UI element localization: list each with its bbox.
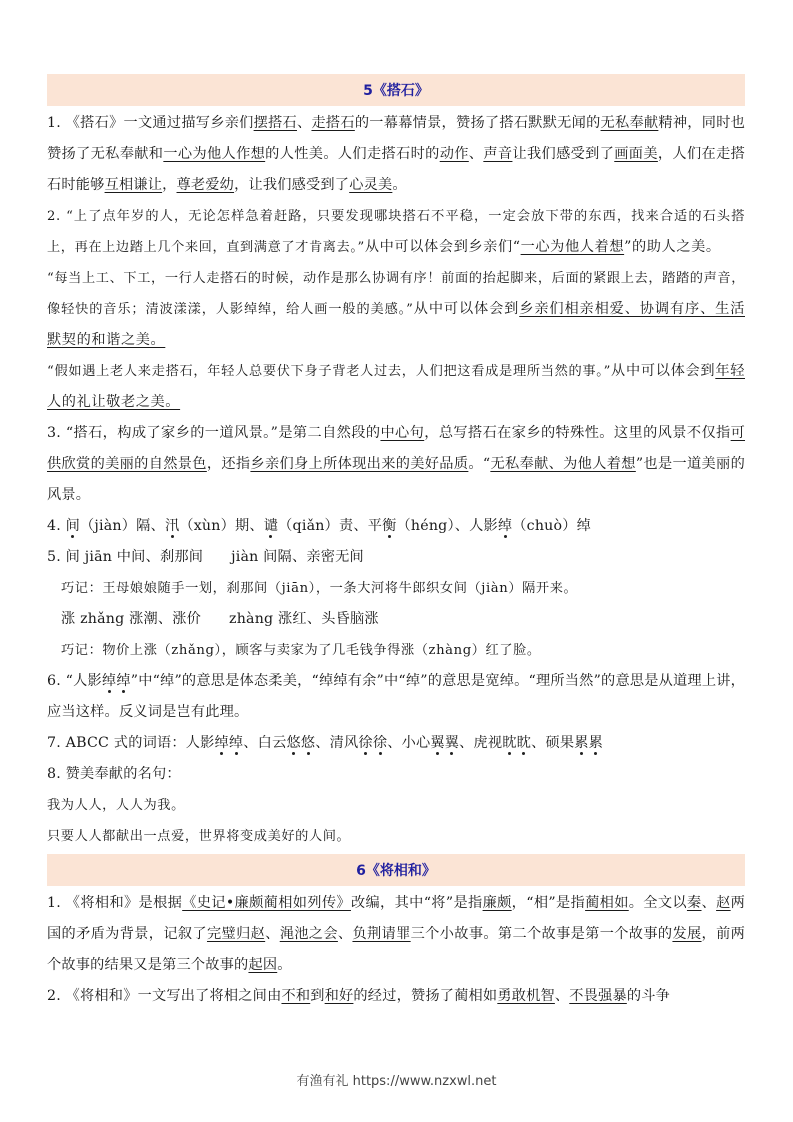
text-run: jiàn 间隔、亲密无间 bbox=[231, 549, 364, 565]
underlined-answer: 一心为他人着想 bbox=[520, 239, 625, 255]
text-run: ， bbox=[162, 177, 177, 193]
underlined-answer: 互相谦让 bbox=[104, 177, 163, 193]
text-run: 、 bbox=[337, 926, 353, 942]
text-run: ，前两个故事的结果又是第三个故事的 bbox=[47, 926, 746, 973]
section-body-5 bbox=[47, 108, 745, 852]
underlined-answer: 不畏强暴 bbox=[569, 988, 627, 1004]
text-run: 三个小故事。第二个故事是第一个故事的 bbox=[410, 926, 673, 942]
text-run: 、 bbox=[701, 895, 717, 911]
underlined-answer: 动作 bbox=[439, 146, 469, 162]
emphasis-dot-char: 绰 bbox=[228, 735, 244, 751]
text-run: ”中“绰”的意思是体态柔美，“绰绰有余”中“绰”的意思是宽绰。“理所当然”的意思是从道理上讲，应当这样。反义词是岂有此理。 bbox=[47, 673, 746, 720]
underlined-answer: 秦 bbox=[686, 895, 702, 911]
underlined-answer: 无私奉献 bbox=[600, 115, 659, 131]
underlined-answer: 心灵美 bbox=[349, 177, 393, 193]
text-run: ，总写搭石在家乡的特殊性。这里的风景不仅指 bbox=[424, 425, 731, 441]
paragraph-s5_13 bbox=[47, 759, 745, 790]
text-run: zhàng 涨红、头昏脑涨 bbox=[229, 611, 379, 627]
text-run: （chuò）绰 bbox=[512, 518, 592, 534]
underlined-answer: 勇敢机智 bbox=[497, 988, 555, 1004]
underlined-answer: 尊老爱幼 bbox=[176, 177, 235, 193]
emphasis-dot-char: 绰 bbox=[497, 518, 513, 534]
text-run: 的一幕幕情景，赞扬了搭石默默无闻的 bbox=[354, 115, 601, 131]
paragraph-s5_15 bbox=[47, 821, 745, 852]
emphasis-dot-char: 绰 bbox=[214, 735, 229, 751]
underlined-answer: 赵 bbox=[716, 895, 731, 911]
emphasis-dot-char: 累 bbox=[574, 735, 589, 751]
text-run: 只要人人都献出一点爱，世界将变成美好的人间。 bbox=[47, 829, 351, 844]
emphasis-dot-char: 眈 bbox=[502, 735, 517, 751]
paragraph-s6_2 bbox=[47, 981, 745, 1012]
paragraph-s5_2 bbox=[47, 201, 745, 263]
text-run: 8. 赞美奉献的名句： bbox=[47, 766, 181, 782]
text-run: 巧记：王母娘娘随手一划，刹那间（jiān），一条大河将牛郎织女间（jiàn）隔开来。 bbox=[61, 581, 578, 596]
section-title: 5《搭石》 bbox=[363, 83, 429, 99]
underlined-answer: 负荆请罪 bbox=[352, 926, 411, 942]
underlined-answer: 中心句 bbox=[380, 425, 425, 441]
section-body-6 bbox=[47, 888, 745, 1012]
emphasis-dot-char: 翼 bbox=[444, 735, 460, 751]
text-run: 涨 zhǎng 涨潮、涨价 bbox=[61, 611, 202, 627]
paragraph-s5_7 bbox=[47, 542, 745, 573]
text-run: 、 bbox=[265, 926, 280, 942]
paragraph-s5_6 bbox=[47, 511, 745, 542]
paragraph-s5_8 bbox=[47, 573, 745, 604]
text-run: 5. 间 jiān 中间、刹那间 bbox=[47, 549, 204, 565]
emphasis-dot-char: 悠 bbox=[300, 735, 316, 751]
text-run: 。全文以 bbox=[628, 895, 687, 911]
document-page bbox=[47, 74, 745, 1012]
emphasis-dot-char: 眈 bbox=[516, 735, 532, 751]
paragraph-s5_10 bbox=[47, 635, 745, 666]
paragraph-s5_9 bbox=[47, 604, 745, 635]
emphasis-dot-char: 徐 bbox=[358, 735, 373, 751]
text-run: ”也是一道美丽的风景。 bbox=[47, 456, 745, 503]
underlined-answer: 一心为他人作想 bbox=[163, 146, 266, 162]
underlined-answer: 和好 bbox=[324, 988, 354, 1004]
text-run: 、小心 bbox=[387, 735, 431, 751]
text-run: 精神，同时也赞扬了无私奉献和 bbox=[47, 115, 746, 162]
underlined-answer: 声音 bbox=[483, 146, 513, 162]
emphasis-dot-char: 悠 bbox=[286, 735, 301, 751]
emphasis-dot-char: 徐 bbox=[372, 735, 388, 751]
text-run: （qiǎn）责、平 bbox=[278, 518, 383, 534]
underlined-answer: 乡亲们相亲相爱、协调有序、生活默契的和谐之美。 bbox=[47, 301, 745, 348]
text-run: 2. “上了点年岁的人，无论怎样急着赶路，只要发现哪块搭石不平稳，一定会放下带的东西，找来合适的石头搭上，再在上边踏上几个来回，直到满意了才肯离去。” bbox=[47, 209, 745, 255]
text-run: ，“相”是指 bbox=[511, 895, 586, 911]
text-run: 、硕果 bbox=[531, 735, 575, 751]
underlined-answer: 起因 bbox=[248, 957, 278, 973]
section-header-5 bbox=[47, 74, 745, 106]
text-run: 。“ bbox=[468, 456, 491, 472]
paragraph-s5_14 bbox=[47, 790, 745, 821]
underlined-answer: 蔺相如 bbox=[585, 895, 629, 911]
text-run: 1. 《搭石》一文通过描写乡亲们 bbox=[47, 115, 254, 131]
emphasis-dot-char: 衡 bbox=[382, 518, 397, 534]
text-run: 到 bbox=[310, 988, 325, 1004]
section-header-6 bbox=[47, 854, 745, 886]
underlined-answer: 年轻人的礼让敬老之美。 bbox=[47, 363, 745, 410]
section-title: 6《将相和》 bbox=[356, 863, 436, 879]
text-run: （xùn）期、 bbox=[179, 518, 264, 534]
text-run: 、 bbox=[554, 988, 570, 1004]
paragraph-s5_12 bbox=[47, 728, 745, 759]
emphasis-dot-char: 谴 bbox=[263, 518, 279, 534]
underlined-answer: 画面美 bbox=[614, 146, 658, 162]
text-run: 4. bbox=[47, 518, 66, 534]
emphasis-dot-char: 绰 bbox=[101, 673, 117, 689]
text-run: 6. “人影 bbox=[47, 673, 102, 689]
text-run: ”的助人之美。 bbox=[624, 239, 721, 255]
text-run: 的斗争 bbox=[626, 988, 670, 1004]
text-run: 巧记：物价上涨（zhǎng），顾客与卖家为了几毛钱争得涨（zhàng）红了脸。 bbox=[61, 643, 541, 658]
text-run: 从中可以体会到 bbox=[610, 363, 716, 379]
text-run: 、 bbox=[296, 115, 312, 131]
underlined-answer: 可供欣赏的美丽的自然景色 bbox=[47, 425, 746, 472]
emphasis-dot-char: 翼 bbox=[430, 735, 445, 751]
underlined-answer: 摆搭石 bbox=[253, 115, 297, 131]
text-run: 的人性美。人们走搭石时的 bbox=[265, 146, 440, 162]
text-run: 3. “搭石，构成了家乡的一道风景。”是第二自然段的 bbox=[47, 425, 381, 441]
text-run: （héng）、人影 bbox=[396, 518, 498, 534]
paragraph-s5_5 bbox=[47, 418, 745, 511]
text-run: ，还指 bbox=[206, 456, 251, 472]
underlined-answer: 廉颇 bbox=[482, 895, 512, 911]
underlined-answer: 走搭石 bbox=[311, 115, 355, 131]
paragraph-s5_3 bbox=[47, 263, 745, 356]
paragraph-s5_4 bbox=[47, 356, 745, 418]
text-run: “每当上工、下工，一行人走搭石的时候，动作是那么协调有序！前面的抬起脚来，后面的紧跟上去，踏踏的声音，像轻快的音乐；清波漾漾，人影绰绰，给人画一般的美感。” bbox=[47, 271, 745, 317]
text-run: 、 bbox=[468, 146, 484, 162]
text-run: 7. ABCC 式的词语：人影 bbox=[47, 735, 215, 751]
paragraph-s6_1 bbox=[47, 888, 745, 981]
underlined-answer: 无私奉献、为他人着想 bbox=[490, 456, 636, 472]
underlined-answer: 不和 bbox=[281, 988, 311, 1004]
underlined-answer: 渑池之会 bbox=[279, 926, 338, 942]
text-run: 改编，其中“将”是指 bbox=[350, 895, 483, 911]
text-run: 我为人人，人人为我。 bbox=[47, 798, 185, 813]
emphasis-dot-char: 汛 bbox=[164, 518, 180, 534]
text-run: 、清风 bbox=[315, 735, 359, 751]
paragraph-s5_11 bbox=[47, 666, 745, 728]
text-run: 从中可以体会到乡亲们“ bbox=[364, 239, 521, 255]
text-run: 。 bbox=[277, 957, 292, 973]
underlined-answer: 乡亲们身上所体现出来的美好品质 bbox=[250, 456, 469, 472]
text-run: 让我们感受到了 bbox=[512, 146, 615, 162]
text-run: “假如遇上老人来走搭石，年轻人总要伏下身子背老人过去，人们把这看成是理所当然的事。” bbox=[47, 364, 611, 379]
text-run: 1. 《将相和》是根据 bbox=[47, 895, 183, 911]
text-run: 。 bbox=[392, 177, 407, 193]
text-run: 从中可以体会到 bbox=[413, 301, 520, 317]
emphasis-dot-char: 间 bbox=[65, 518, 81, 534]
emphasis-dot-char: 绰 bbox=[116, 673, 131, 689]
emphasis-dot-char: 累 bbox=[588, 735, 604, 751]
text-run: ，让我们感受到了 bbox=[234, 177, 350, 193]
text-run: 两国的矛盾为背景，记叙了 bbox=[47, 895, 746, 942]
text-run: ，人们在走搭石时能够 bbox=[47, 146, 745, 193]
footer-watermark: 有渔有礼 https://www.nzxwl.net bbox=[296, 1074, 497, 1089]
underlined-answer: 完璧归赵 bbox=[206, 926, 266, 942]
text-run: 、虎视 bbox=[459, 735, 503, 751]
text-run: 2. 《将相和》一文写出了将相之间由 bbox=[47, 988, 282, 1004]
paragraph-s5_1 bbox=[47, 108, 745, 201]
text-run: （jiàn）隔、 bbox=[80, 518, 165, 534]
text-run: 、白云 bbox=[243, 735, 287, 751]
text-run: 的经过，赞扬了蔺相如 bbox=[353, 988, 498, 1004]
underlined-answer: 发展 bbox=[672, 926, 702, 942]
underlined-answer: 《史记•廉颇蔺相如列传》 bbox=[182, 895, 351, 911]
